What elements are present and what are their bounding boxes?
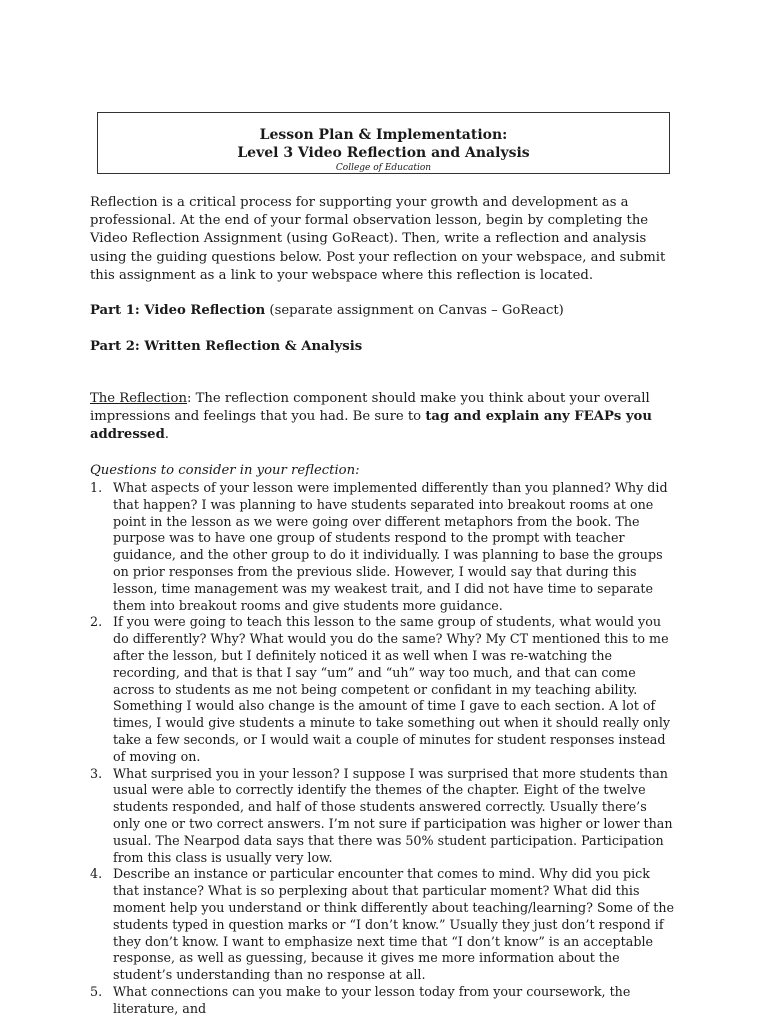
questions-list	[90, 480, 675, 1018]
title-line-1: Lesson Plan & Implementation:	[259, 127, 508, 143]
part1-note: (separate assignment on Canvas – GoReact)	[265, 303, 564, 318]
title-box	[97, 112, 670, 174]
reflection-paragraph	[90, 390, 675, 445]
list-item	[90, 766, 675, 867]
reflection-end: .	[164, 427, 169, 443]
reflection-label: The Reflection	[90, 391, 187, 406]
list-item	[90, 866, 675, 984]
list-item-text: What connections can you make to your lesson today from your coursework, the literature, and	[113, 983, 631, 1016]
reflection-bold: tag and explain any FEAPs you addressed	[90, 409, 652, 443]
part1-label: Part 1: Video Reflection	[90, 303, 266, 318]
list-item-text: Describe an instance or particular encounter that comes to mind. Why did you pick that instance? What is so perplexing about that particular moment? What did this moment help you understand or think differently about teaching/learning? Some of the students typed in question marks or “I don’t know.” Usually they just don’t respond if they don’t know. I want to emphasize next time that “I don’t know” is an acceptable response, as well as guessing, because it gives me more information about the student’s understanding than no response at all.	[113, 866, 675, 983]
title-line-2: Level 3 Video Reflection and Analysis	[237, 145, 530, 161]
list-item-number: 1.	[90, 480, 103, 495]
intro-paragraph: Reflection is a critical process for supporting your growth and development as a professional. At the end of your formal observation lesson, begin by completing the Video Reflection Assignment (using GoReact). Then, write a reflection and analysis using the guiding questions below. Post your reflection on your webspace, and submit this assignment as a link to your webspace where this reflection is located.	[90, 195, 666, 283]
list-item-number: 4.	[90, 866, 103, 882]
part1-heading	[90, 302, 675, 320]
list-item	[90, 984, 675, 1018]
list-item-text: What aspects of your lesson were implemented differently than you planned? Why did that happen? I was planning to have students separated into breakout rooms at one point in the lesson as we were going over different metaphors from the book. The purpose was to have one group of students respond to the prompt with teacher guidance, and the other group to do it individually. I was planning to base the groups on prior responses from the previous slide. However, I would say that during this lesson, time management was my weakest trait, and I did not have time to separate them into breakout rooms and give students more guidance.	[113, 480, 668, 613]
list-item-number: 3.	[90, 765, 103, 781]
list-item-text: What surprised you in your lesson? I suppose I was surprised that more students than usual were able to correctly identify the themes of the chapter. Eight of the twelve students responded, and half of those students answered correctly. Usually there’s only one or two correct answers. I’m not sure if participation was higher or lower than usual. The Nearpod data says that there was 50% student participation. Participation from this class is usually very low.	[113, 765, 673, 865]
list-item-number: 5.	[90, 983, 103, 999]
list-item	[90, 614, 675, 765]
list-item	[90, 480, 675, 614]
list-item-text: If you were going to teach this lesson to the same group of students, what would you do differently? Why? What would you do the same? Why? My CT mentioned this to me after the lesson, but I definitely noticed it as well when I was re-watching the recording, and that is that I say “um” and “uh” way too much, and that can come across to students as me not being competent or confidant in my teaching ability. Something I would also change is the amount of time I gave to each section. A lot of times, I would give students a minute to take something out when it should really only take a few seconds, or I would wait a couple of minutes for student responses instead of moving on.	[113, 614, 671, 764]
list-item-number: 2.	[90, 614, 103, 630]
reflection-text: : The reflection component should make you think about your overall impressions and feelings that you had. Be sure to	[90, 391, 650, 425]
questions-heading: Questions to consider in your reflection:	[90, 463, 360, 478]
part2-heading: Part 2: Written Reflection & Analysis	[90, 339, 363, 354]
title-subtitle: College of Education	[335, 163, 432, 173]
